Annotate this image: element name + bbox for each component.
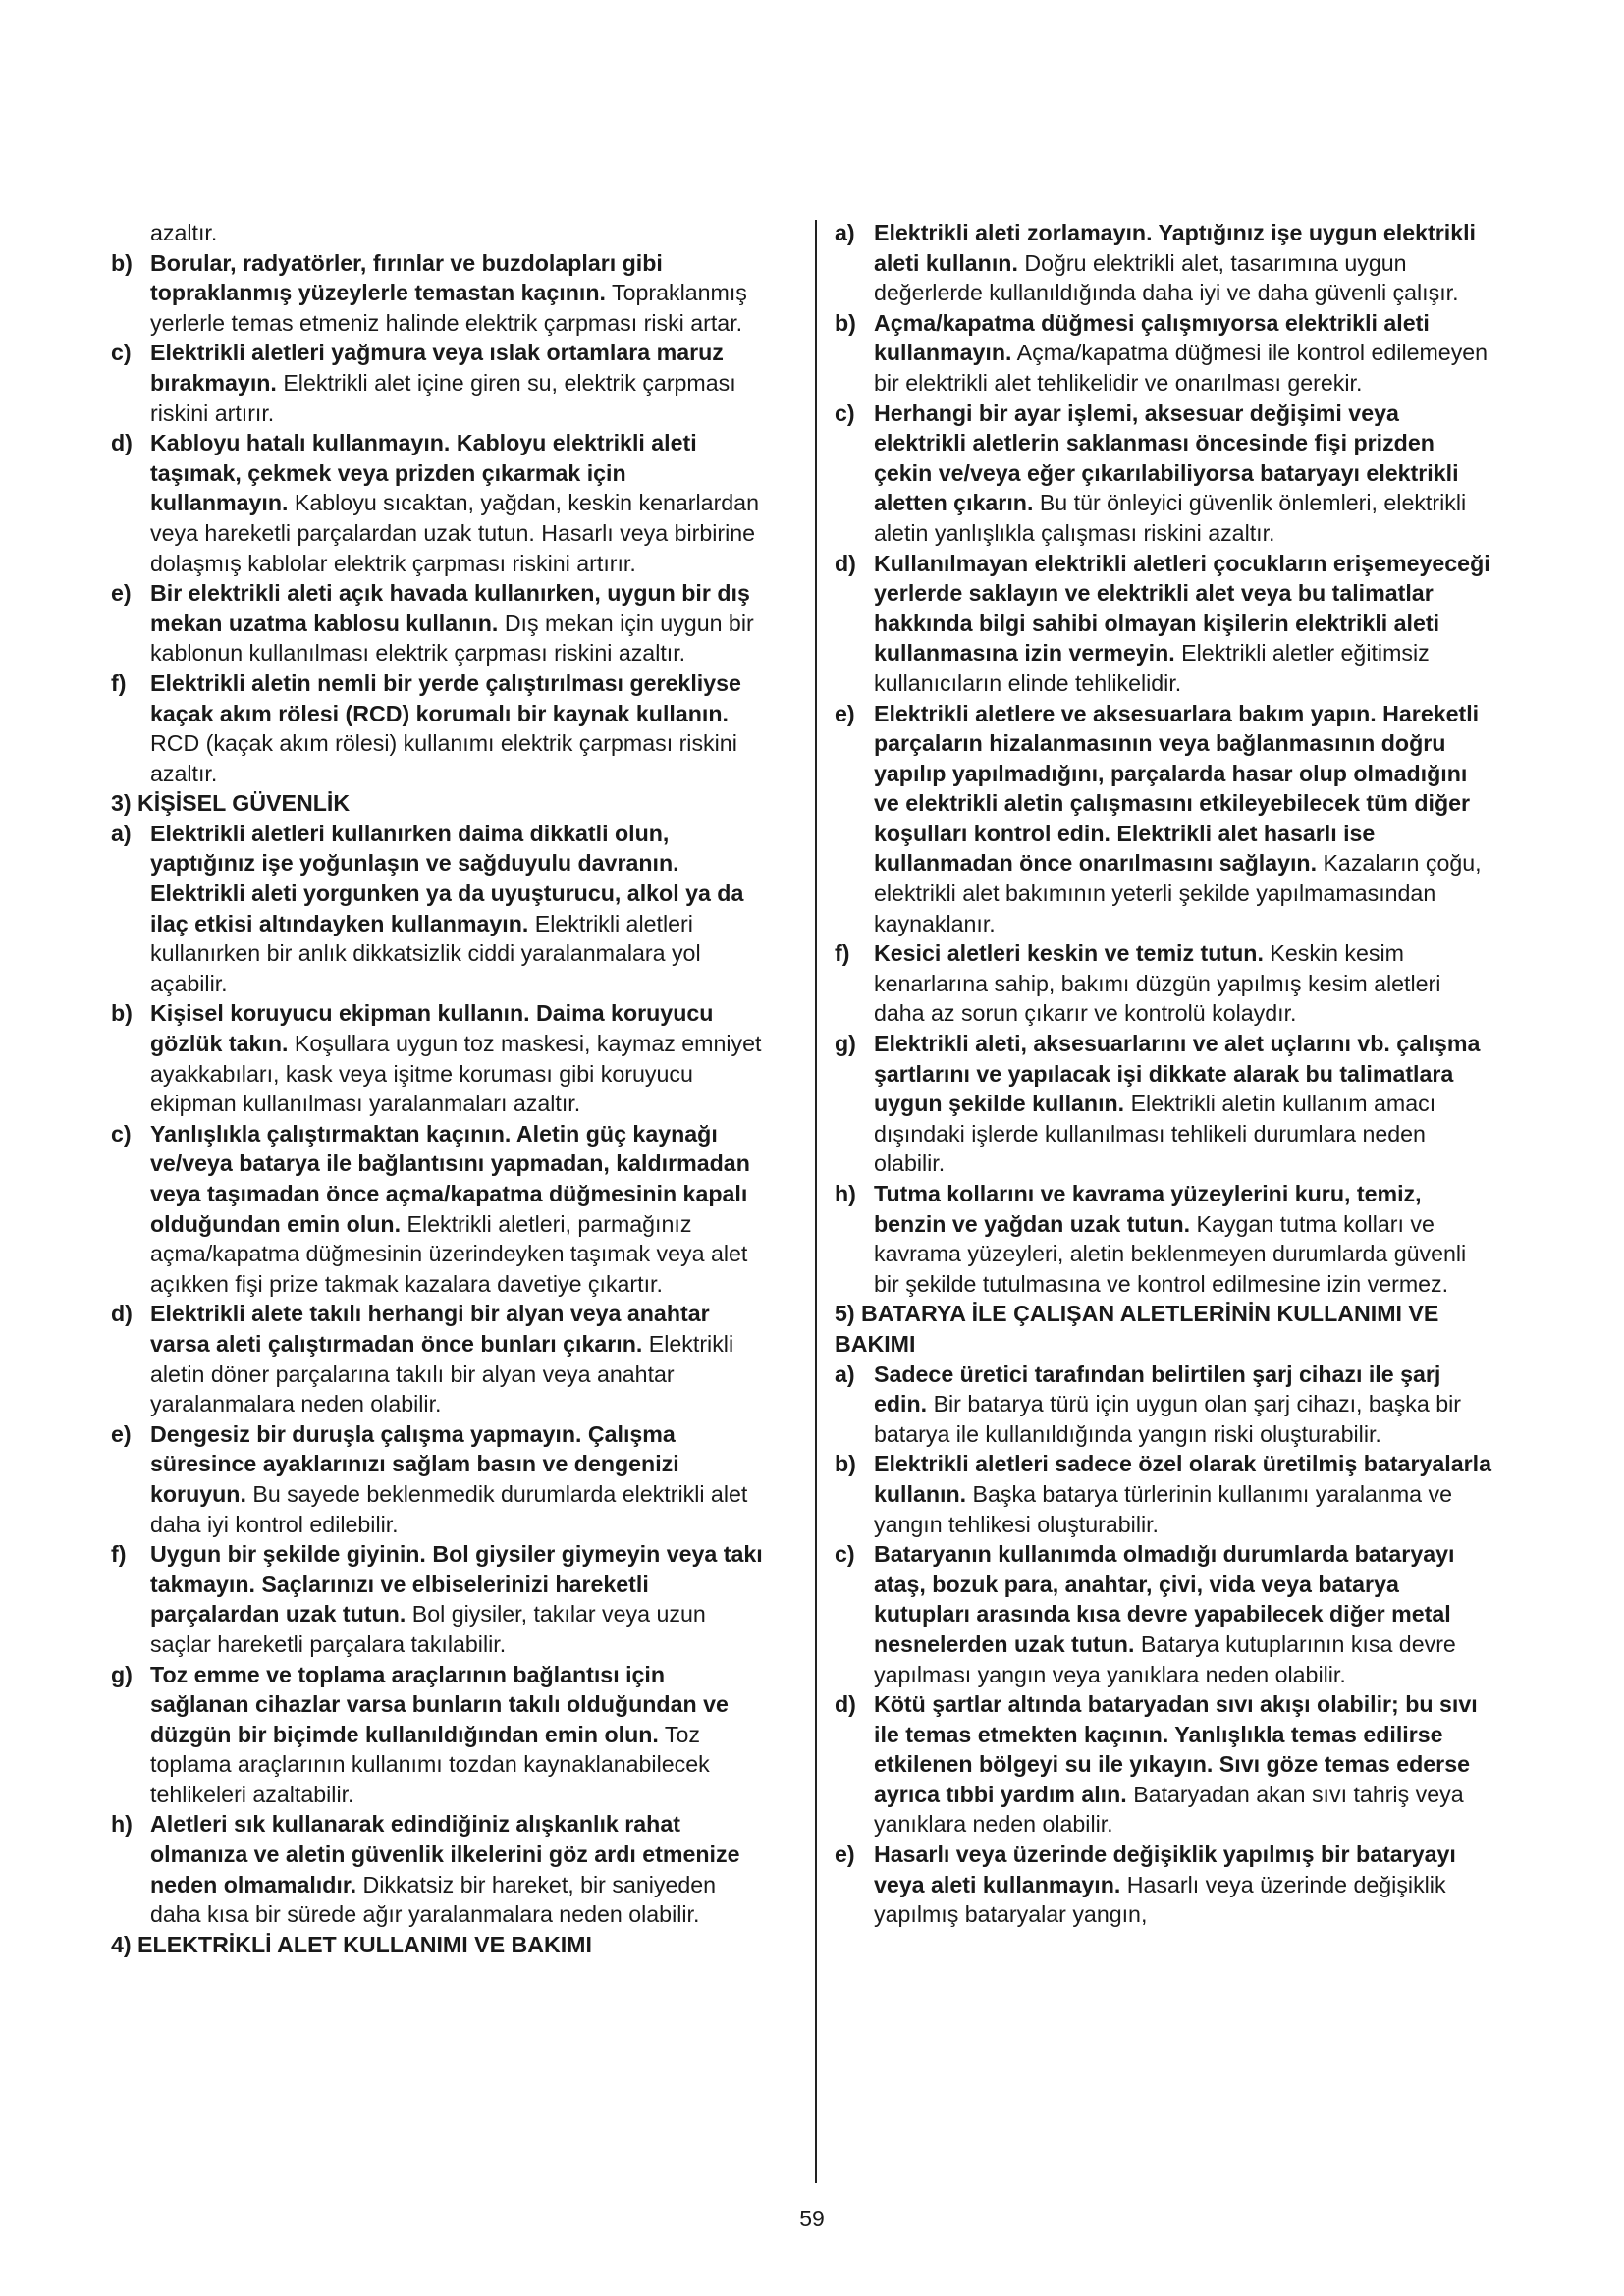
item-text: Toz toplama araçlarının kullanımı tozdan kaynaklanabilecek tehlikeleri azaltabilir. [150, 1721, 710, 1807]
item-bold-text: Sadece üretici tarafından belirtilen şarj cihazı ile şarj edin. [874, 1361, 1441, 1417]
list-item [835, 1179, 1492, 1299]
list-item [111, 1539, 769, 1659]
list-item [111, 248, 769, 339]
list-item [111, 1419, 769, 1539]
item-text: Bu sayede beklenmedik durumlarda elektrikli alet daha iyi kontrol edilebilir. [150, 1480, 748, 1537]
item-bold-text: Bir elektrikli aleti açık havada kullanırken, uygun bir dış mekan uzatma kablosu kullanın. [150, 580, 750, 636]
item-bold-text: Elektrikli aleti zorlamayın. Yaptığınız işe uygun elektrikli aleti kullanın. [874, 220, 1476, 276]
item-text: Bir batarya türü için uygun olan şarj cihazı, başka bir batarya ile kullanıldığında yangın riski oluşturabilir. [874, 1391, 1462, 1447]
item-text: Elektrikli aletin kullanım amacı dışındaki işlerde kullanılması tehlikeli durumlara neden olabilir. [874, 1091, 1436, 1177]
item-text: Bataryadan akan sıvı tahriş veya yanıklara neden olabilir. [874, 1781, 1464, 1838]
item-bold-text: Elektrikli aletleri yağmura veya ıslak ortamlara maruz bırakmayın. [150, 340, 724, 396]
item-bold-text: Elektrikli aleti, aksesuarlarını ve alet uçlarını vb. çalışma şartlarını ve yapılacak işi dikkate alarak bu talimatlara uygun şekilde kullanın. [874, 1031, 1481, 1117]
item-bold-text: Kesici aletleri keskin ve temiz tutun. [874, 940, 1264, 967]
item-text: Elektrikli aletleri, parmağınız açma/kapatma düğmesinin üzerindeyken taşımak veya alet açıkken fişi prize takmak kazalara davetiye çıkartır. [150, 1210, 748, 1297]
item-label: d) [835, 550, 856, 576]
item-text: Kaygan tutma kolları ve kavrama yüzeyleri, aletin beklenmeyen durumlarda güvenli bir şekilde tutulmasına ve kontrol edilmesine izin vermez. [874, 1210, 1467, 1297]
item-label: c) [111, 1120, 132, 1147]
item-bold-text: Kullanılmayan elektrikli aletleri çocukların erişemeyeceği yerlerde saklayın ve elektrikli alet veya bu talimatlar hakkında bilgi sahibi olmayan kişilerin elektrikli aleti kullanmasına izin vermeyin. [874, 550, 1490, 667]
item-label: e) [835, 1842, 855, 1868]
item-text: Elektrikli aletleri kullanırken bir anlık dikkatsizlik ciddi yaralanmalara yol açabilir. [150, 910, 701, 996]
left-column [111, 218, 769, 1959]
item-label: d) [111, 1301, 133, 1327]
item-text: RCD (kaçak akım rölesi) kullanımı elektrik çarpması riskini azaltır. [150, 730, 737, 786]
item-bold-text: Uygun bir şekilde giyinin. Bol giysiler giymeyin veya takı takmayın. Saçlarınızı ve elbiselerinizi hareketli parçalardan uzak tutun. [150, 1541, 763, 1628]
item-text: Başka batarya türlerinin kullanımı yaralanma ve yangın tehlikesi oluşturabilir. [874, 1480, 1452, 1537]
item-text: Hasarlı veya üzerinde değişiklik yapılmış bataryalar yangın, [874, 1871, 1446, 1928]
list-item [111, 338, 769, 428]
item-label: g) [111, 1661, 133, 1687]
item-label: b) [835, 309, 856, 336]
item-text: Dış mekan için uygun bir kablonun kullanılması elektrik çarpması riskini azaltır. [150, 610, 754, 667]
section-heading-battery-tools: 5) BATARYA İLE ÇALIŞAN ALETLERİNİN KULLANIMI VE BAKIMI [835, 1301, 1439, 1357]
list-group [111, 819, 769, 1930]
list-item [835, 1840, 1492, 1930]
item-text: Koşullara uygun toz maskesi, kaymaz emniyet ayakkabıları, kask veya işitme koruması gibi koruyucu ekipman kullanılması yaralanmaları azaltır. [150, 1031, 762, 1117]
item-label: a) [835, 1361, 855, 1387]
item-bold-text: Kötü şartlar altında bataryadan sıvı akışı olabilir; bu sıvı ile temas etmekten kaçının. Yanlışlıkla temas edilirse etkilenen bölgeyi su ile yıkayın. Sıvı göze temas ederse ayrıca tıbbi yardım alın. [874, 1691, 1478, 1807]
item-bold-text: Elektrikli aletlere ve aksesuarlara bakım yapın. Hareketli parçaların hizalanmasının veya bağlanmasının doğru yapılıp yapılmadığını, parçalarda hasar olup olmadığını ve elektrikli aletin çalışmasını etkileyebilecek tüm diğer koşulları kontrol edin. Elektrikli alet hasarlı ise kullanmadan önce onarılmasını sağlayın. [874, 700, 1480, 877]
item-text: Elektrikli alet içine giren su, elektrik çarpması riskini artırır. [150, 369, 736, 426]
list-item [835, 1029, 1492, 1179]
list-group [835, 218, 1492, 1299]
item-label: f) [835, 940, 850, 967]
list-item [835, 399, 1492, 549]
list-item [835, 549, 1492, 699]
item-text: Kabloyu sıcaktan, yağdan, keskin kenarlardan veya hareketli parçalardan uzak tutun. Hasarlı veya birbirine dolaşmış kablolar elektrik çarpması riskini artırır. [150, 490, 759, 576]
item-label: c) [835, 1541, 855, 1568]
item-label: b) [835, 1451, 856, 1477]
section-heading-tool-use: 4) ELEKTRİKLİ ALET KULLANIMI VE BAKIMI [111, 1931, 592, 1957]
item-text: Elektrikli aletin döner parçalarına takılı bir alyan veya anahtar yaralanmalara neden olabilir. [150, 1330, 734, 1417]
column-divider [815, 220, 817, 2183]
list-item [835, 1539, 1492, 1689]
item-text: Elektrikli aletler eğitimsiz kullanıcıların elinde tehlikelidir. [874, 640, 1430, 696]
section-heading-personal-safety: 3) KİŞİSEL GÜVENLİK [111, 790, 351, 817]
continuation-text: azaltır. [150, 220, 218, 245]
item-label: h) [835, 1181, 856, 1206]
list-group [835, 1360, 1492, 1930]
right-column [835, 218, 1492, 1930]
list-item [111, 1660, 769, 1810]
item-label: c) [835, 400, 855, 426]
item-text: Topraklanmış yerlerle temas etmeniz halinde elektrik çarpması riski artar. [150, 280, 747, 336]
item-label: e) [111, 1420, 132, 1447]
list-group [111, 248, 769, 789]
item-bold-text: Kişisel koruyucu ekipman kullanın. Daima koruyucu gözlük takın. [150, 1000, 714, 1057]
item-label: b) [111, 1000, 133, 1027]
list-item [835, 1360, 1492, 1450]
list-item [111, 1299, 769, 1418]
list-item [111, 1809, 769, 1929]
list-item [835, 1689, 1492, 1840]
item-text: Açma/kapatma düğmesi ile kontrol edilemeyen bir elektrikli alet tehlikelidir ve onarılması gerekir. [874, 340, 1489, 396]
list-item [111, 668, 769, 788]
item-bold-text: Elektrikli alete takılı herhangi bir alyan veya anahtar varsa aleti çalıştırmadan önce bunları çıkarın. [150, 1301, 710, 1357]
list-item [835, 1449, 1492, 1539]
item-bold-text: Dengesiz bir duruşla çalışma yapmayın. Çalışma süresince ayaklarınızı sağlam basın ve dengenizi koruyun. [150, 1420, 679, 1507]
item-label: g) [835, 1031, 856, 1057]
item-label: h) [111, 1811, 133, 1838]
item-text: Bol giysiler, takılar veya uzun saçlar hareketli parçalara takılabilir. [150, 1601, 706, 1657]
list-item [835, 938, 1492, 1029]
list-item [111, 819, 769, 999]
item-bold-text: Elektrikli aletleri sadece özel olarak üretilmiş bataryalarla kullanın. [874, 1451, 1491, 1507]
list-item [111, 1119, 769, 1300]
item-text: Batarya kutuplarının kısa devre yapılması yangın veya yanıklara neden olabilir. [874, 1630, 1456, 1687]
item-label: e) [111, 580, 132, 607]
page-number: 59 [799, 2206, 825, 2231]
item-label: d) [835, 1691, 856, 1718]
item-label: a) [111, 820, 132, 846]
item-label: b) [111, 249, 133, 276]
item-bold-text: Hasarlı veya üzerinde değişiklik yapılmış bir bataryayı veya aleti kullanmayın. [874, 1842, 1456, 1897]
item-label: e) [835, 700, 855, 726]
item-bold-text: Herhangi bir ayar işlemi, aksesuar değişimi veya elektrikli aletlerin saklanması öncesinde fişi prizden çekin ve/veya eğer çıkarılabiliyorsa bataryayı elektrikli aletten çıkarın. [874, 400, 1459, 516]
list-item [835, 308, 1492, 399]
item-bold-text: Yanlışlıkla çalıştırmaktan kaçının. Aletin güç kaynağı ve/veya batarya ile bağlantısını yapmadan, kaldırmadan veya taşımadan önce açma/kapatma düğmesinin kapalı olduğundan emin olun. [150, 1120, 750, 1237]
item-bold-text: Toz emme ve toplama araçlarının bağlantısı için sağlanan cihazlar varsa bunların takılı olduğundan ve düzgün bir biçimde kullanıldığından emin olun. [150, 1661, 729, 1747]
item-bold-text: Elektrikli aletleri kullanırken daima dikkatli olun, yaptığınız işe yoğunlaşın ve sağduyulu davranın. Elektrikli aleti yorgunken ya da uyuşturucu, alkol ya da ilaç etkisi altındayken kullanmayın. [150, 820, 744, 936]
item-label: c) [111, 340, 132, 366]
item-bold-text: Elektrikli aletin nemli bir yerde çalıştırılması gerekliyse kaçak akım rölesi (RCD) korumalı bir kaynak kullanın. [150, 669, 741, 726]
item-text: Keskin kesim kenarlarına sahip, bakımı düzgün yapılmış kesim aletleri daha az sorun çıkarır ve kontrolü kolaydır. [874, 940, 1441, 1027]
item-bold-text: Tutma kollarını ve kavrama yüzeylerini kuru, temiz, benzin ve yağdan uzak tutun. [874, 1181, 1422, 1237]
item-label: f) [111, 669, 127, 696]
item-label: a) [835, 220, 855, 245]
item-bold-text: Borular, radyatörler, fırınlar ve buzdolapları gibi topraklanmış yüzeylerle temastan kaçının. [150, 249, 663, 306]
list-item [111, 998, 769, 1118]
item-text: Kazaların çoğu, elektrikli alet bakımının yeterli şekilde yapılmamasından kaynaklanır. [874, 850, 1482, 936]
list-item [111, 578, 769, 668]
item-text: Dikkatsiz bir hareket, bir saniyeden daha kısa bir sürede ağır yaralanmalara neden olabilir. [150, 1871, 717, 1928]
list-item [835, 699, 1492, 939]
list-item [835, 218, 1492, 308]
item-bold-text: Açma/kapatma düğmesi çalışmıyorsa elektrikli aleti kullanmayın. [874, 309, 1430, 366]
item-bold-text: Bataryanın kullanımda olmadığı durumlarda bataryayı ataş, bozuk para, anahtar, çivi, vida veya batarya kutupları arasında kısa devre yapabilecek diğer metal nesnelerden uzak tutun. [874, 1541, 1455, 1657]
list-item [111, 428, 769, 578]
item-bold-text: Kabloyu hatalı kullanmayın. Kabloyu elektrikli aleti taşımak, çekmek veya prizden çıkarmak için kullanmayın. [150, 430, 697, 516]
item-bold-text: Aletleri sık kullanarak edindiğiniz alışkanlık rahat olmanıza ve aletin güvenlik ilkelerini göz ardı etmenize neden olmamalıdır. [150, 1811, 740, 1897]
item-text: Doğru elektrikli alet, tasarımına uygun değerlerde kullanıldığında daha iyi ve daha güvenli çalışır. [874, 249, 1459, 306]
item-label: f) [111, 1541, 127, 1568]
item-text: Bu tür önleyici güvenlik önlemleri, elektrikli aletin yanlışlıkla çalışması riskini azaltır. [874, 490, 1467, 546]
item-label: d) [111, 430, 133, 456]
